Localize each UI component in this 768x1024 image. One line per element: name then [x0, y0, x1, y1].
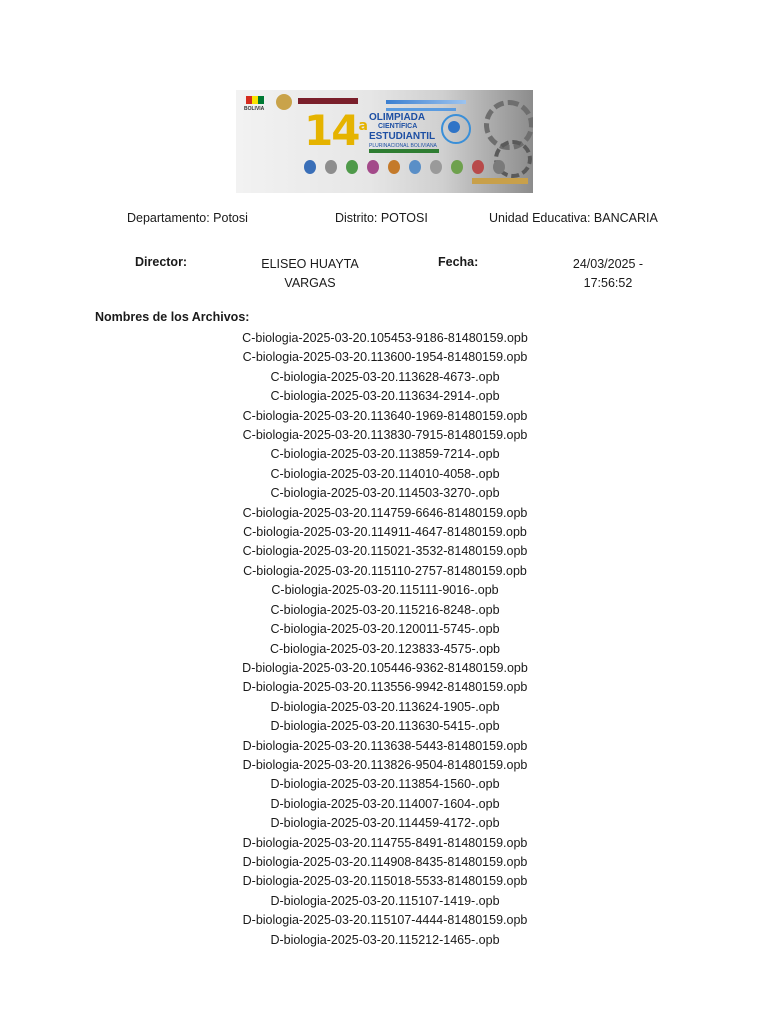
file-name-item: D-biologia-2025-03-20.113624-1905-.opb: [270, 699, 500, 714]
file-name-item: C-biologia-2025-03-20.120011-5745-.opb: [270, 622, 500, 637]
ministry-seal-icon: [276, 94, 292, 110]
file-name-item: C-biologia-2025-03-20.113830-7915-81480159.opb: [242, 428, 528, 443]
file-name-item: C-biologia-2025-03-20.105453-9186-81480159.opb: [242, 331, 528, 345]
file-name-item: C-biologia-2025-03-20.113640-1969-81480159.opb: [242, 408, 528, 423]
banner-footer-tag: [472, 178, 528, 184]
banner-title-line1: OLIMPIADA: [369, 112, 426, 123]
file-name-item: D-biologia-2025-03-20.114908-8435-81480159.opb: [242, 854, 528, 869]
atom-core-icon: [448, 121, 460, 133]
bolivia-flag-icon: [246, 96, 264, 104]
fecha-label: Fecha:: [438, 255, 479, 269]
banner-title-line4: PLURINACIONAL BOLIVIANA: [369, 143, 437, 149]
file-name-item: C-biologia-2025-03-20.115216-8248-.opb: [270, 602, 500, 617]
banner-accent-bar: [386, 100, 466, 104]
file-name-item: D-biologia-2025-03-20.113826-9504-81480159.opb: [242, 757, 528, 772]
director-name: [240, 255, 380, 293]
fecha-date: 24/03/2025 -: [572, 257, 644, 271]
file-name-item: D-biologia-2025-03-20.115107-4444-81480159.opb: [242, 913, 528, 928]
banner-ribbon: [369, 149, 439, 153]
file-name-item: C-biologia-2025-03-20.123833-4575-.opb: [269, 641, 501, 656]
file-name-item: D-biologia-2025-03-20.115018-5533-81480159.opb: [242, 874, 528, 889]
file-name-item: C-biologia-2025-03-20.113634-2914-.opb: [270, 389, 500, 404]
director-name-line2: VARGAS: [284, 276, 336, 290]
medal-icon: [451, 160, 463, 174]
files-list: [180, 329, 590, 950]
file-name-item: D-biologia-2025-03-20.113638-5443-81480159.opb: [242, 738, 528, 753]
director-name-line1: ELISEO HUAYTA: [261, 257, 359, 271]
file-name-item: C-biologia-2025-03-20.113628-4673-.opb: [270, 369, 500, 384]
file-name-item: D-biologia-2025-03-20.115107-1419-.opb: [270, 893, 500, 908]
file-name-item: C-biologia-2025-03-20.114503-3270-.opb: [270, 486, 500, 501]
file-name-item: C-biologia-2025-03-20.115021-3532-81480159.opb: [242, 544, 528, 559]
file-name-item: D-biologia-2025-03-20.115212-1465-.opb: [270, 932, 500, 947]
file-name-item: D-biologia-2025-03-20.114755-8491-81480159.opb: [242, 835, 528, 850]
files-heading: Nombres de los Archivos:: [95, 310, 250, 324]
file-name-item: C-biologia-2025-03-20.115110-2757-81480159.opb: [243, 563, 527, 578]
medal-icon: [472, 160, 484, 174]
medal-icon: [388, 160, 400, 174]
medal-icon: [430, 160, 442, 174]
departamento-label: Departamento: Potosi: [127, 211, 248, 225]
unidad-educativa-label: Unidad Educativa: BANCARIA: [489, 211, 658, 225]
banner-arrow: [386, 108, 456, 111]
file-name-item: C-biologia-2025-03-20.113859-7214-.opb: [270, 447, 500, 462]
file-name-item: C-biologia-2025-03-20.115111-9016-.opb: [271, 583, 499, 598]
file-name-item: C-biologia-2025-03-20.114911-4647-81480159.opb: [243, 525, 527, 540]
file-name-item: D-biologia-2025-03-20.113854-1560-.opb: [270, 777, 500, 792]
file-name-item: C-biologia-2025-03-20.114010-4058-.opb: [270, 466, 500, 481]
file-name-item: D-biologia-2025-03-20.114459-4172-.opb: [270, 816, 500, 831]
banner-title-line2: CIENTÍFICA: [378, 123, 418, 130]
file-name-item: D-biologia-2025-03-20.114007-1604-.opb: [270, 796, 500, 811]
medal-icon: [304, 160, 316, 174]
fecha-value: [548, 255, 668, 293]
file-name-item: C-biologia-2025-03-20.113600-1954-81480159.opb: [242, 350, 528, 365]
fecha-time: 17:56:52: [583, 276, 633, 290]
banner-title-line3: ESTUDIANTIL: [369, 131, 436, 142]
medal-icon: [325, 160, 337, 174]
medal-icon: [493, 160, 505, 174]
banner-medals: [304, 160, 505, 174]
banner-ministry-strip: [298, 98, 358, 104]
file-name-item: D-biologia-2025-03-20.113630-5415-.opb: [270, 719, 500, 734]
director-label: Director:: [135, 255, 188, 269]
medal-icon: [409, 160, 421, 174]
file-name-item: D-biologia-2025-03-20.113556-9942-81480159.opb: [242, 680, 528, 695]
medal-icon: [367, 160, 379, 174]
banner-country: BOLIVIA: [244, 106, 265, 112]
file-name-item: D-biologia-2025-03-20.105446-9362-81480159.opb: [242, 660, 528, 675]
olympiad-banner: [236, 90, 533, 193]
file-name-item: C-biologia-2025-03-20.114759-6646-81480159.opb: [242, 505, 528, 520]
distrito-label: Distrito: POTOSI: [335, 211, 428, 225]
banner-edition-number: 14$^a$: [304, 106, 366, 155]
medal-icon: [346, 160, 358, 174]
